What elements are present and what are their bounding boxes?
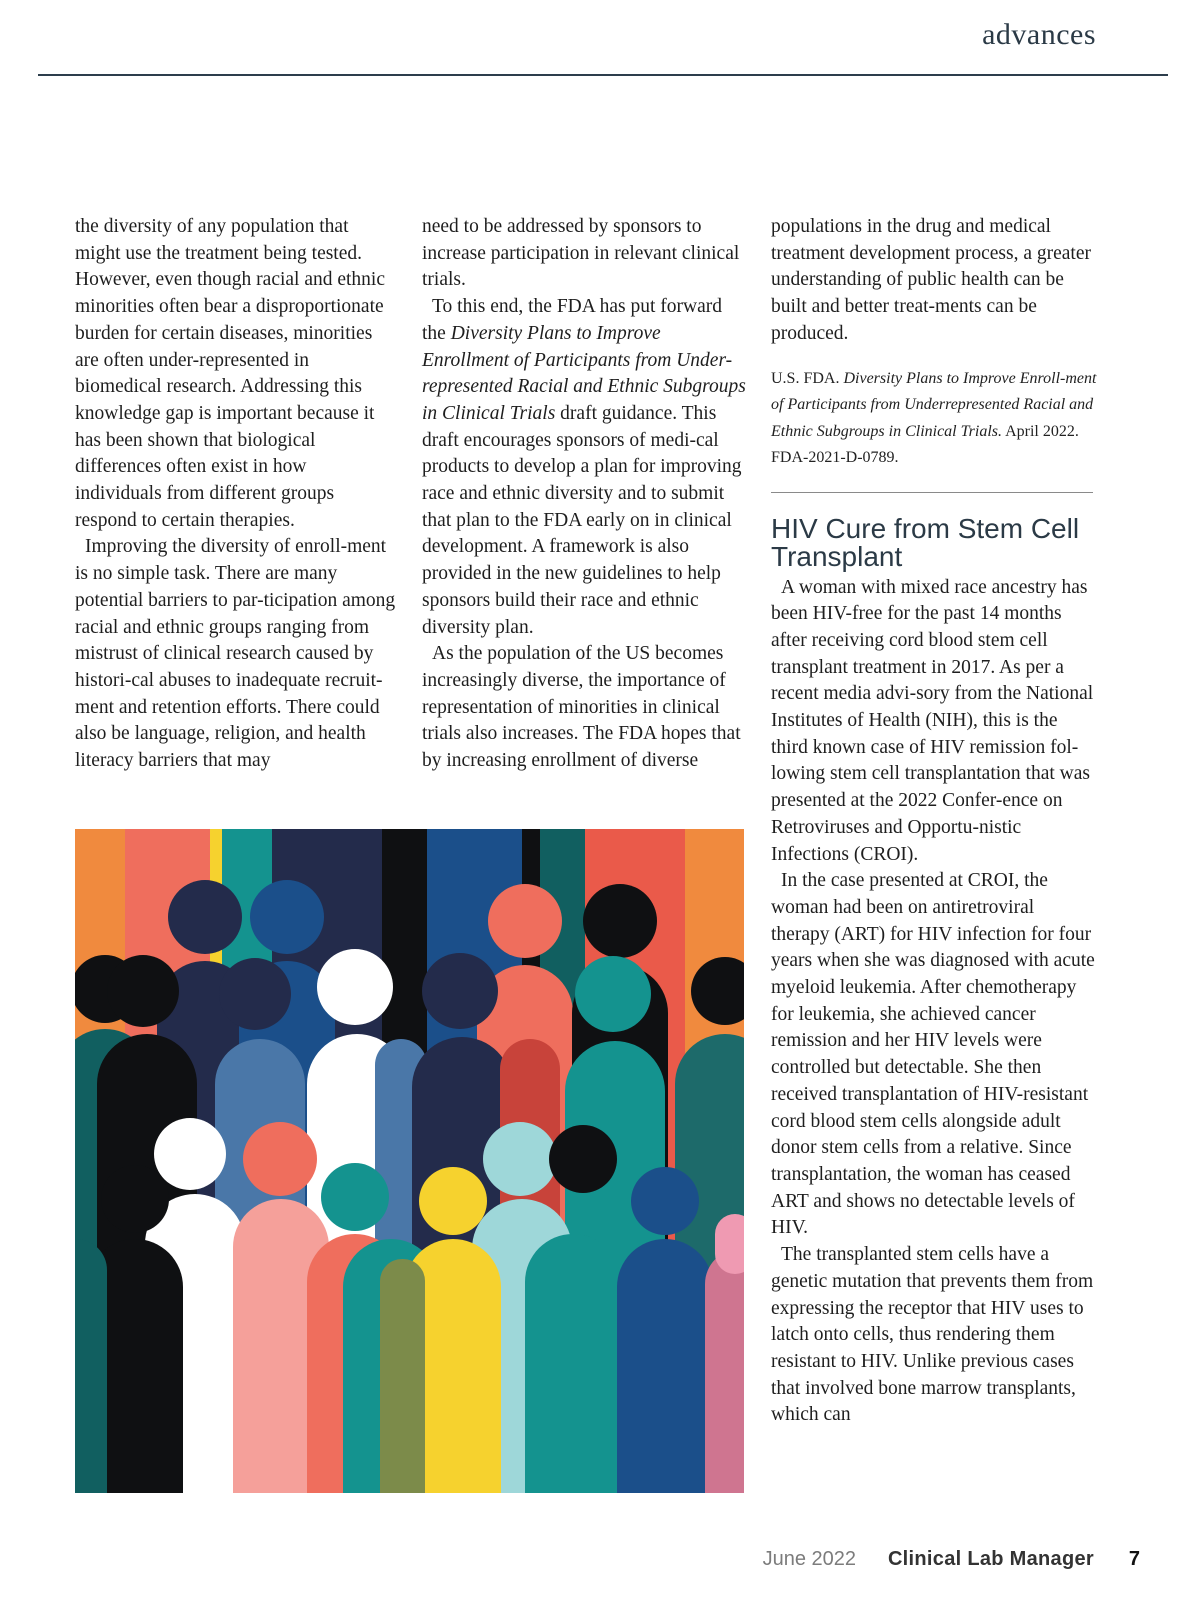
paragraph: Improving the diversity of enroll-ment is no simple task. There are many potential barriers to par-ticipation among racial and ethnic groups ranging from mistrust of clinical research caused by histori-cal abuses to inadequate recruit-ment and retention efforts. There could also be language, religion, and health literacy barriers that may (75, 536, 396, 772)
paragraph: In the case presented at CROI, the woman had been on antiretroviral therapy (ART) for HIV infection for four years when she was diagnosed with acute myeloid leukemia. After chemotherapy for leukemia, she achieved cancer remission and her HIV levels were controlled but detectable. She then received transplantation of HIV-resistant cord blood stem cells alongside adult donor stem cells from a relative. Since transplantation, the woman has ceased ART and shows no detectable levels of HIV. (771, 870, 1095, 1239)
page-number: 7 (1128, 1548, 1140, 1570)
text: U.S. FDA. (771, 369, 844, 387)
section-label: advances (982, 18, 1096, 51)
text: April 2022. FDA-2021-D-0789. (771, 422, 1079, 467)
paragraph (422, 294, 747, 641)
diverse-people-illustration (75, 829, 744, 1493)
paragraph: need to be addressed by sponsors to increase participation in relevant clinical trials. (422, 216, 740, 291)
page-footer (0, 1548, 1200, 1578)
text: draft guidance. This draft encourages sponsors of medi-cal products to develop a plan for improving race and ethnic diversity and to submit that plan to the FDA early on in clinical development. A framework is also provided in the new guidelines to help sponsors build their race and ethnic diversity plan. (422, 402, 742, 638)
guidance-title: Diversity Plans to Improve Enrollment of Participants from Under-represented Racial and Ethnic Subgroups in Clinical Trials (422, 322, 746, 424)
text: To this end, the FDA has put forward the (422, 296, 723, 344)
header-rule (38, 74, 1168, 76)
paragraph: As the population of the US becomes increasingly diverse, the importance of representation of minorities in clinical trials also increases. The FDA hopes that by increasing enrollment of diverse (422, 643, 741, 772)
reference (771, 366, 1097, 472)
paragraph: The transplanted stem cells have a genetic mutation that prevents them from expressing the receptor that HIV uses to latch onto cells, thus rendering them resistant to HIV. Unlike previous cases that involved bone marrow transplants, which can (771, 1244, 1094, 1426)
article-column-2 (422, 214, 747, 775)
issue-date: June 2022 (762, 1548, 856, 1570)
article-column-1 (75, 214, 397, 775)
reference-title: Diversity Plans to Improve Enroll-ment of Participants from Underrepresented Racial and Ethnic Subgroups in Clinical Trials. (771, 369, 1097, 440)
paragraph: A woman with mixed race ancestry has been HIV-free for the past 14 months after receiving cord blood stem cell transplant treatment in 2017. As per a recent media advi-sory from the National Institutes of Health (NIH), this is the third known case of HIV remission fol-lowing stem cell transplantation that was presented at the 2022 Confer-ence on Retroviruses and Opportu-nistic Infections (CROI). (771, 576, 1094, 865)
section-divider (771, 492, 1093, 493)
paragraph: the diversity of any population that might use the treatment being tested. However, even though racial and ethnic minorities often bear a disproportionate burden for certain diseases, minorities are often under-represented in biomedical research. Addressing this knowledge gap is important because it has been shown that biological differences often exist in how individuals from different groups respond to certain therapies. (75, 216, 386, 531)
section-heading: HIV Cure from Stem Cell Transplant (771, 512, 1080, 572)
magazine-name: Clinical Lab Manager (887, 1548, 1094, 1570)
paragraph: populations in the drug and medical treatment development process, a greater understanding of public health can be built and better treat-ments can be produced. (771, 216, 1091, 344)
article-column-3 (771, 214, 1097, 1429)
